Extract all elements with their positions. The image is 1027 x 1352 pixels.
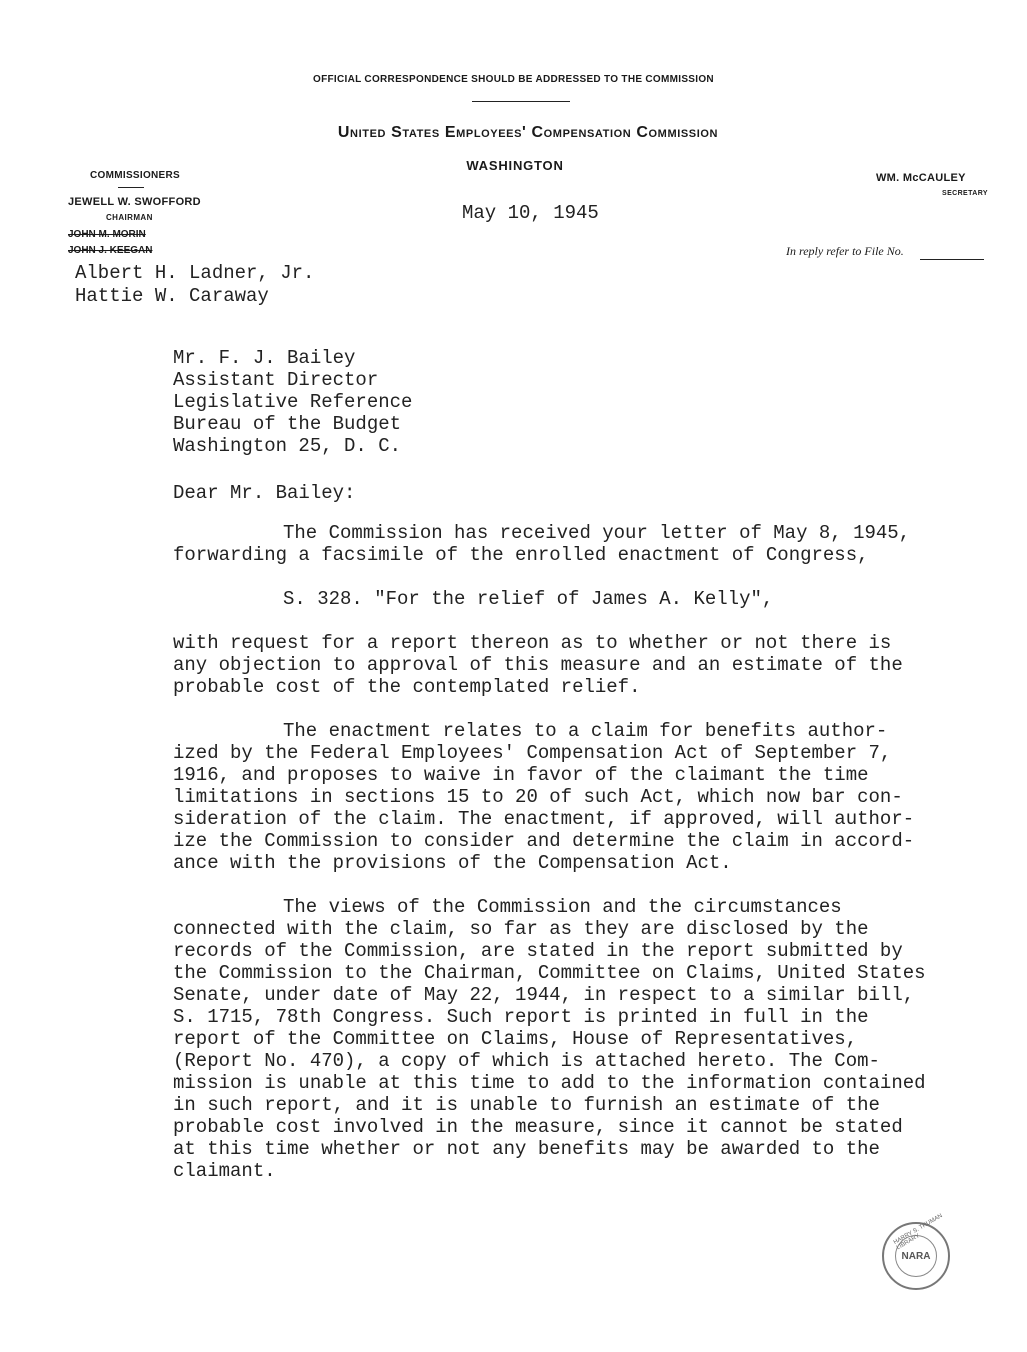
body-line: connected with the claim, so far as they are disclosed by the	[173, 918, 869, 940]
body-line: S. 1715, 78th Congress. Such report is printed in full in the	[173, 1006, 869, 1028]
body-line: claimant.	[173, 1160, 276, 1182]
body-line: forwarding a facsimile of the enrolled enactment of Congress,	[173, 544, 869, 566]
reply-reference: In reply refer to File No.	[786, 244, 904, 258]
body-line: records of the Commission, are stated in the report submitted by	[173, 940, 903, 962]
commissioner-name-struck: JOHN M. MORIN	[68, 229, 146, 240]
body-line: limitations in sections 15 to 20 of such Act, which now bar con-	[173, 786, 903, 808]
body-line: ized by the Federal Employees' Compensation Act of September 7,	[173, 742, 892, 764]
stamp-ring-text: HARRY S. TRUMAN LIBRARY	[892, 1213, 944, 1252]
addressee-block	[173, 347, 412, 457]
salutation: Dear Mr. Bailey:	[173, 482, 356, 504]
body-line: 1916, and proposes to waive in favor of the claimant the time	[173, 764, 869, 786]
library-stamp	[882, 1213, 950, 1290]
commission-city: WASHINGTON	[466, 158, 564, 173]
commissioners-divider	[118, 187, 144, 188]
stamp-label: NARA	[901, 1250, 931, 1262]
body-line: mission is unable at this time to add to the information contained	[173, 1072, 926, 1094]
body-line: Senate, under date of May 22, 1944, in respect to a similar bill,	[173, 984, 915, 1006]
body-line: sideration of the claim. The enactment, if approved, will author-	[173, 808, 915, 830]
letterhead-divider	[472, 101, 570, 102]
addressee-line: Washington 25, D. C.	[173, 435, 402, 457]
body-line: ance with the provisions of the Compensation Act.	[173, 852, 732, 874]
body-line: The enactment relates to a claim for benefits author-	[283, 720, 888, 742]
body-line: any objection to approval of this measure and an estimate of the	[173, 654, 903, 676]
body-line: (Report No. 470), a copy of which is attached hereto. The Com-	[173, 1050, 880, 1072]
commissioner-name-struck: JOHN J. KEEGAN	[68, 245, 153, 256]
body-line: report of the Committee on Claims, House of Representatives,	[173, 1028, 858, 1050]
body-line: probable cost involved in the measure, since it cannot be stated	[173, 1116, 903, 1138]
commission-name: United States Employees' Compensation Commission	[337, 124, 719, 141]
commissioner-name-typed: Hattie W. Caraway	[75, 285, 269, 307]
commissioner-name: JEWELL W. SWOFFORD	[68, 196, 201, 208]
addressee-line: Assistant Director	[173, 369, 379, 391]
commissioner-name-typed: Albert H. Ladner, Jr.	[75, 262, 315, 284]
body-line: the Commission to the Chairman, Committee on Claims, United States	[173, 962, 926, 984]
official-correspondence-note: OFFICIAL CORRESPONDENCE SHOULD BE ADDRESSED TO THE COMMISSION	[313, 74, 714, 85]
body-line: The Commission has received your letter of May 8, 1945,	[283, 522, 911, 544]
secretary-role: SECRETARY	[942, 190, 988, 197]
addressee-line: Mr. F. J. Bailey	[173, 347, 356, 369]
body-line: in such report, and it is unable to furnish an estimate of the	[173, 1094, 880, 1116]
commissioner-role: CHAIRMAN	[106, 213, 153, 222]
letter-date: May 10, 1945	[462, 202, 599, 224]
addressee-line: Legislative Reference	[173, 391, 413, 413]
commissioners-heading: COMMISSIONERS	[90, 170, 181, 181]
bill-title-line: S. 328. "For the relief of James A. Kelly",	[283, 588, 774, 610]
addressee-line: Bureau of the Budget	[173, 413, 402, 435]
body-line: The views of the Commission and the circumstances	[283, 896, 842, 918]
body-line: ize the Commission to consider and determine the claim in accord-	[173, 830, 915, 852]
reply-reference-blank	[920, 259, 984, 260]
body-line: probable cost of the contemplated relief.	[173, 676, 641, 698]
secretary-name: WM. McCAULEY	[876, 172, 966, 184]
body-line: at this time whether or not any benefits may be awarded to the	[173, 1138, 880, 1160]
body-line: with request for a report thereon as to whether or not there is	[173, 632, 892, 654]
